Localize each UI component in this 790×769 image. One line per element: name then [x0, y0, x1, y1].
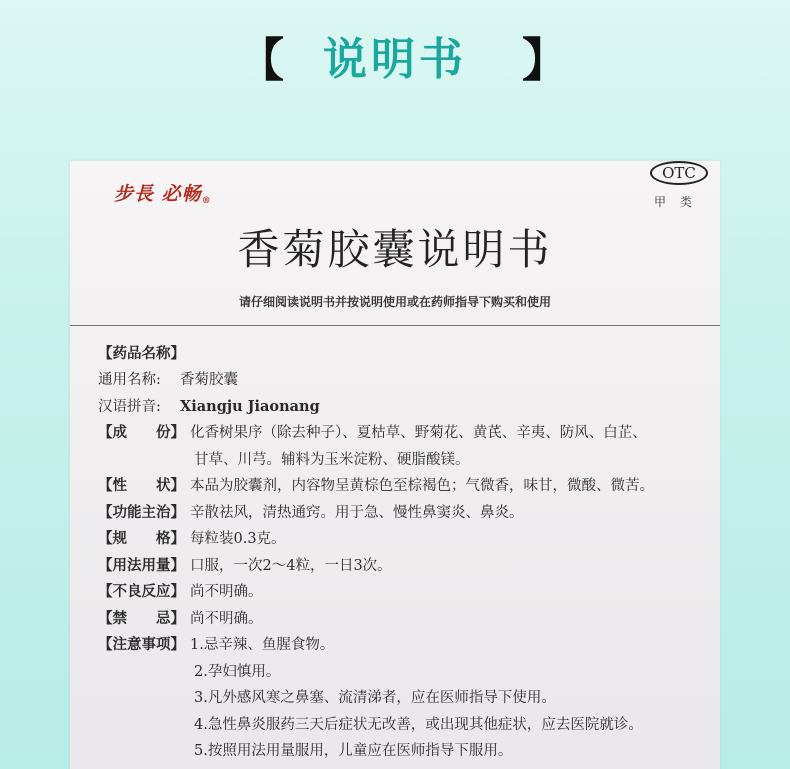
precaution-text: 4.急性鼻炎服药三天后症状无改善，或出现其他症状，应去医院就诊。	[194, 716, 643, 733]
field-contraindications	[98, 606, 708, 633]
field-value: 化香树果序（除去种子）、夏枯草、野菊花、黄芪、辛夷、防风、白芷、	[190, 425, 647, 441]
precaution-text: 2.孕妇慎用。	[194, 663, 281, 680]
pinyin-row	[98, 394, 708, 421]
field-precautions	[98, 632, 708, 659]
field-label: 【用法用量】	[98, 556, 185, 574]
generic-name-label: 通用名称:	[98, 372, 161, 388]
field-label: 【注意事项】	[98, 636, 185, 653]
right-bracket: 】	[522, 33, 568, 87]
field-label: 【禁 忌】	[98, 609, 185, 627]
generic-name-row	[98, 367, 708, 394]
field-label: 【性 状】	[98, 477, 185, 494]
field-indications	[98, 500, 708, 527]
left-bracket: 【	[238, 33, 284, 87]
field-value: 口服，一次2～4粒，一日3次。	[190, 557, 392, 574]
field-value: 辛散祛风，清热通窍。用于急、慢性鼻窦炎、鼻炎。	[190, 504, 524, 521]
field-value: 尚不明确。	[190, 584, 263, 600]
field-value-continued: 甘草、川芎。辅料为玉米淀粉、硬脂酸镁。	[194, 451, 470, 468]
brand-name: 步長 必畅	[114, 183, 202, 205]
otc-class-label: 甲类	[654, 195, 707, 209]
field-specification	[98, 526, 708, 553]
generic-name-value: 香菊胶囊	[180, 372, 238, 388]
field-label: 【成 份】	[98, 424, 185, 441]
pinyin-label: 汉语拼音:	[98, 398, 161, 415]
precaution-item	[98, 738, 708, 765]
document-title: 香菊胶囊说明书	[237, 225, 553, 274]
brand-logo	[114, 179, 212, 206]
field-label: 【功能主治】	[98, 503, 185, 521]
header-title: 说明书	[323, 34, 467, 85]
field-value: 每粒装0.3克。	[190, 531, 286, 547]
field-label: 【规 格】	[98, 530, 185, 547]
precaution-item	[98, 712, 708, 739]
field-adverse-reactions	[98, 579, 708, 606]
field-value: 本品为胶囊剂，内容物呈黄棕色至棕褐色；气微香，味甘，微酸、微苦。	[190, 478, 654, 494]
field-ingredients-cont	[98, 447, 708, 474]
document-body	[98, 341, 708, 765]
header-banner	[0, 0, 790, 160]
field-value: 1.忌辛辣、鱼腥食物。	[190, 637, 335, 653]
field-ingredients	[98, 420, 708, 447]
pinyin-value: Xiangju Jiaonang	[180, 397, 320, 415]
field-dosage	[98, 553, 708, 580]
precaution-item	[98, 685, 708, 712]
title-divider	[70, 325, 720, 326]
section-drug-name: 【药品名称】	[98, 345, 185, 362]
field-value: 尚不明确。	[190, 610, 263, 627]
precaution-item	[98, 659, 708, 686]
field-appearance	[98, 473, 708, 500]
otc-badge: OTC	[650, 161, 708, 185]
instruction-sheet	[70, 161, 720, 769]
field-label: 【不良反应】	[98, 583, 185, 600]
document-subtitle: 请仔细阅读说明书并按说明使用或在药师指导下购买和使用	[238, 295, 551, 309]
precaution-text: 3.凡外感风寒之鼻塞、流清涕者，应在医师指导下使用。	[194, 690, 556, 706]
registered-mark: ®	[201, 196, 212, 206]
precaution-text: 5.按照用法用量服用，儿童应在医师指导下服用。	[194, 743, 513, 759]
